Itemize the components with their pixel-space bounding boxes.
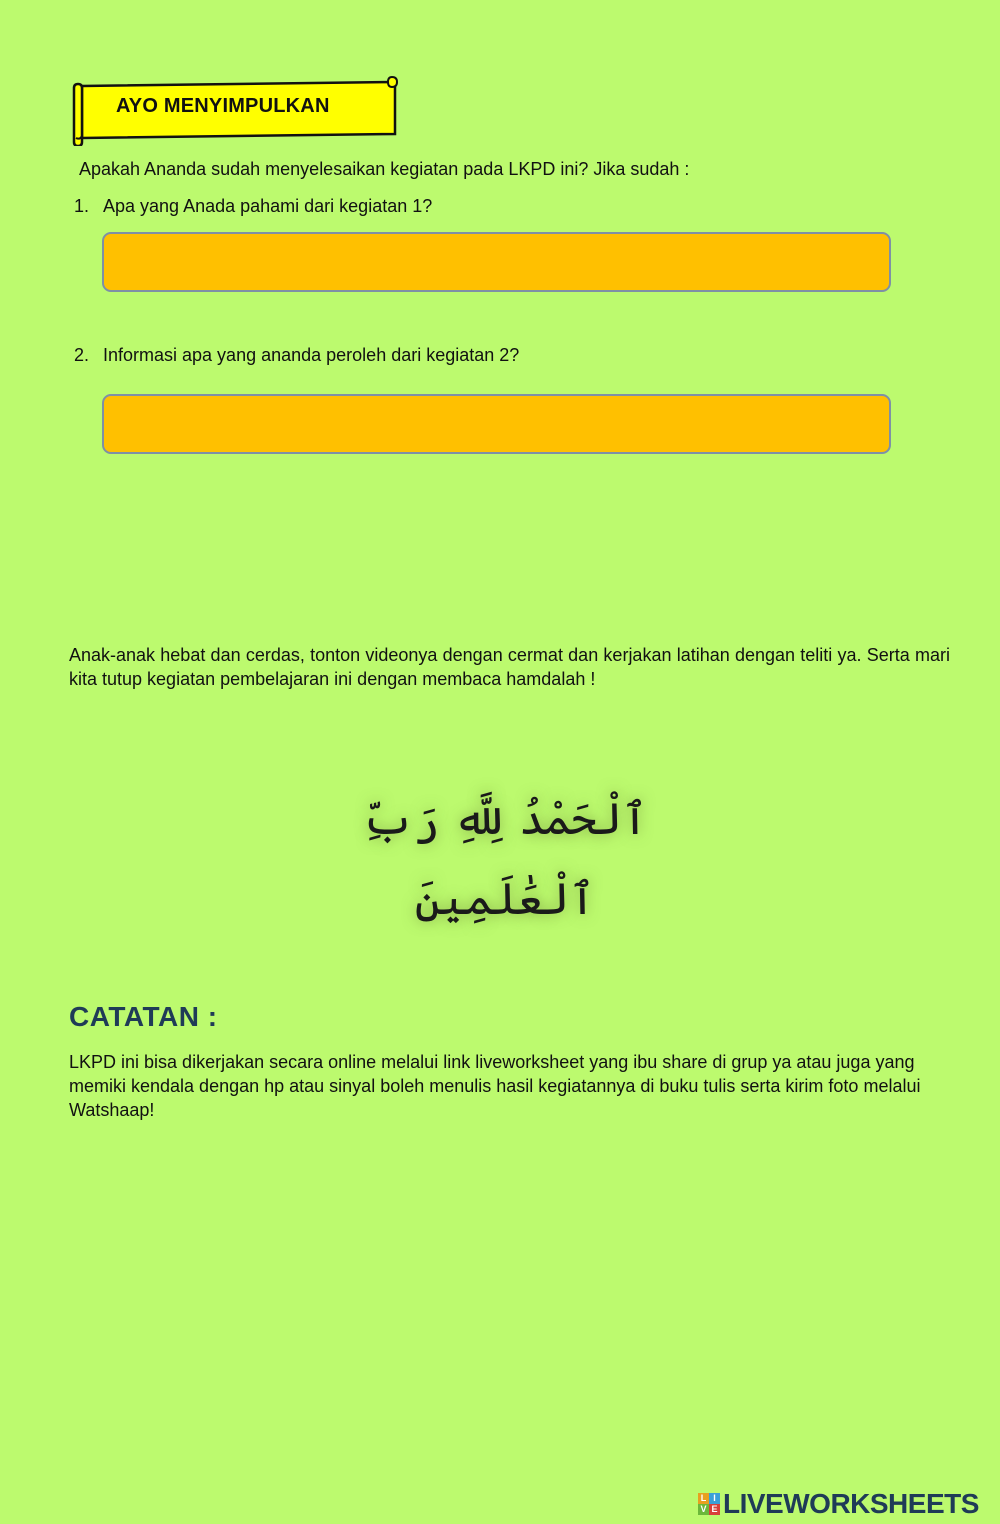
liveworksheets-logo[interactable] bbox=[698, 1488, 979, 1520]
title-banner bbox=[70, 76, 402, 146]
question-text: Informasi apa yang ananda peroleh dari kegiatan 2? bbox=[103, 345, 520, 365]
logo-letter: E bbox=[709, 1504, 720, 1515]
question-text: Apa yang Anada pahami dari kegiatan 1? bbox=[103, 196, 433, 216]
closing-paragraph: Anak-anak hebat dan cerdas, tonton videonya dengan cermat dan kerjakan latihan dengan teliti ya. Serta mari kita tutup kegiatan pembelajaran ini dengan membaca hamdalah ! bbox=[69, 645, 950, 689]
liveworksheets-logo-text: LIVEWORKSHEETS bbox=[723, 1488, 979, 1519]
logo-letter: I bbox=[709, 1493, 720, 1504]
question-2 bbox=[74, 345, 519, 366]
logo-letter: L bbox=[698, 1493, 709, 1504]
liveworksheets-logo-icon bbox=[698, 1493, 720, 1515]
question-number: 1. bbox=[74, 196, 90, 216]
intro-text: Apakah Ananda sudah menyelesaikan kegiatan pada LKPD ini? Jika sudah : bbox=[79, 159, 690, 179]
hamdalah-calligraphy: ٱلْحَمْدُ لِلَّهِ رَبِّ ٱلْعَٰلَمِينَ bbox=[362, 794, 648, 925]
question-number: 2. bbox=[74, 345, 90, 365]
answer-1-input[interactable] bbox=[102, 232, 891, 292]
notes-title: CATATAN : bbox=[69, 1001, 218, 1032]
notes-body: LKPD ini bisa dikerjakan secara online melalui link liveworksheet yang ibu share di grup ya atau juga yang memiki kendala dengan hp atau sinyal boleh menulis hasil kegiatannya di buku tulis serta kirim foto melalui Watshaap! bbox=[69, 1052, 921, 1120]
question-1 bbox=[74, 196, 432, 217]
answer-2-input[interactable] bbox=[102, 394, 891, 454]
banner-title: AYO MENYIMPULKAN bbox=[116, 95, 330, 117]
logo-letter: V bbox=[698, 1504, 709, 1515]
